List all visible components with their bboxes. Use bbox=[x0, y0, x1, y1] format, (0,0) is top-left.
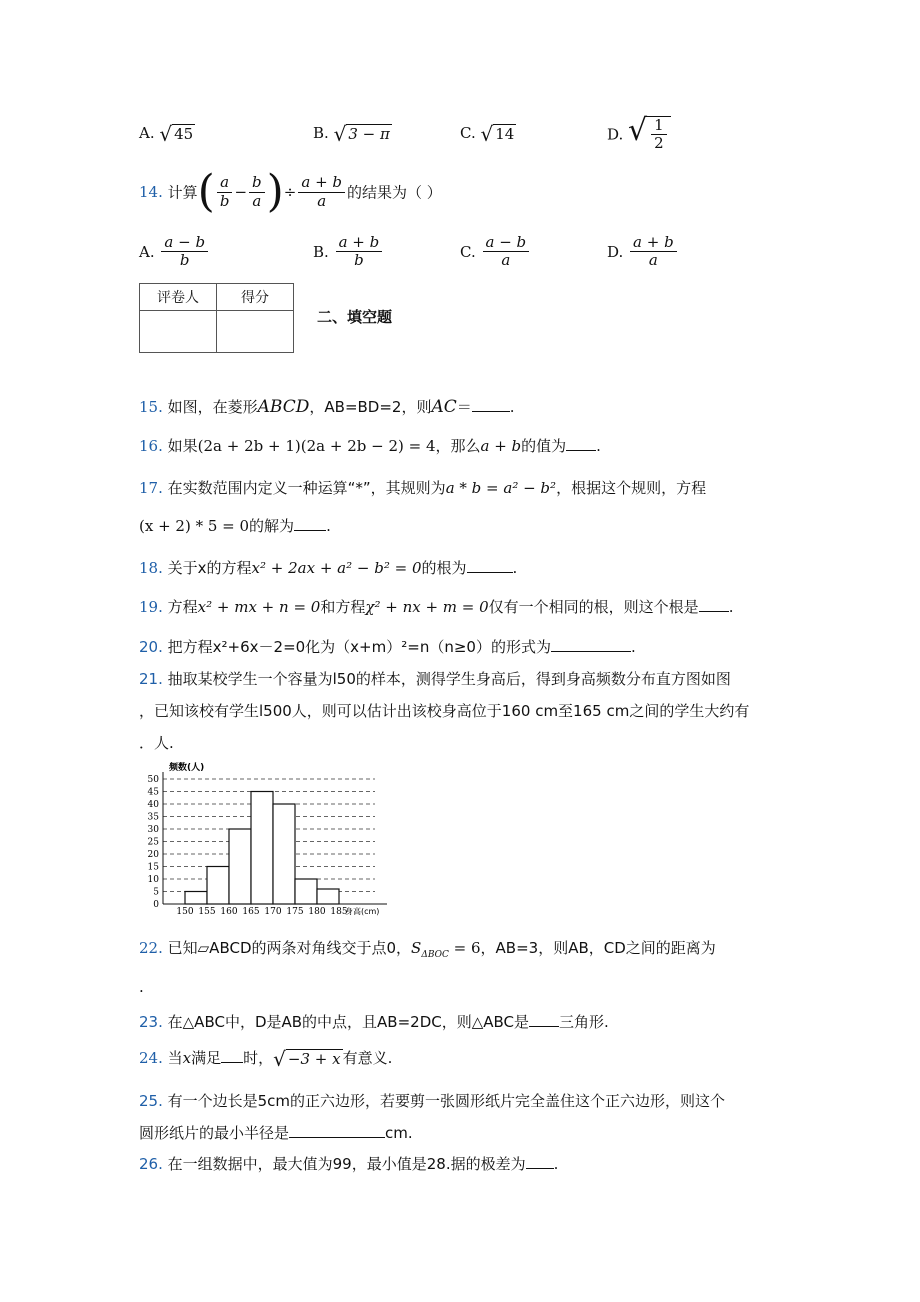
question-21-line3: ．人. bbox=[139, 734, 174, 752]
question-20: 20. 把方程x²+6x－2=0化为（x+m）²=n（n≥0）的形式为 . bbox=[139, 638, 636, 656]
score-table-header-grader: 评卷人 bbox=[140, 284, 217, 311]
q13-option-d: D. √ $\frac{1}{2}$ bbox=[607, 116, 671, 153]
answer-blank[interactable] bbox=[472, 397, 510, 412]
chart-ylabel: 频数(人) bbox=[169, 763, 205, 773]
sqrt-symbol: √ $\frac{1}{2}$ bbox=[628, 116, 671, 153]
y-tick-label: 20 bbox=[147, 850, 159, 860]
y-tick-label: 25 bbox=[147, 837, 159, 848]
sqrt-symbol: √ 3 − π bbox=[333, 122, 390, 146]
section-title: 二、填空题 bbox=[317, 308, 393, 326]
answer-blank[interactable] bbox=[294, 516, 326, 531]
sqrt-symbol: √ 14 bbox=[480, 122, 515, 146]
question-18: 18. 关于x的方程x² + 2ax + a² − b² = 0的根为 . bbox=[139, 559, 518, 577]
question-22-line2: . bbox=[139, 978, 144, 996]
answer-blank[interactable] bbox=[467, 558, 513, 573]
histogram-bar bbox=[273, 804, 295, 904]
y-tick-label: 50 bbox=[147, 775, 159, 785]
score-table-cell-grader[interactable] bbox=[140, 311, 217, 353]
histogram-bar bbox=[229, 829, 251, 904]
y-tick-label: 15 bbox=[147, 862, 159, 873]
question-17: 17. 在实数范围内定义一种运算“*”，其规则为a * b = a² − b²，根据这个规则，方程 bbox=[139, 479, 707, 497]
question-24: 24. 当x满足 时， √ −3 + x 有意义. bbox=[139, 1047, 393, 1071]
question-26: 26. 在一组数据中，最大值为99，最小值是28.据的极差为 . bbox=[139, 1155, 559, 1173]
answer-blank[interactable] bbox=[221, 1048, 243, 1063]
question-22: 22. 已知▱ABCD的两条对角线交于点0，$S_{\Delta BOC} = 6$，AB=3，则AB，CD之间的距离为 bbox=[139, 939, 716, 960]
histogram-bar bbox=[317, 889, 339, 904]
x-tick-label: 165 bbox=[242, 907, 260, 917]
y-tick-label: 30 bbox=[147, 825, 159, 835]
score-table-header-score: 得分 bbox=[217, 284, 294, 311]
y-tick-label: 45 bbox=[147, 787, 159, 798]
q13-option-a: A. √ 45 bbox=[139, 122, 194, 146]
y-tick-label: 10 bbox=[147, 875, 159, 885]
x-tick-label: 170 bbox=[264, 907, 282, 917]
x-tick-label: 180 bbox=[308, 907, 326, 917]
q14-option-a: A. $\frac{a - b}{b}$ bbox=[139, 234, 210, 270]
answer-blank[interactable] bbox=[529, 1012, 559, 1027]
question-21: 21. 抽取某校学生一个容量为l50的样本，测得学生身高后，得到身高频数分布直方图如图 bbox=[139, 670, 731, 688]
answer-blank[interactable] bbox=[699, 597, 729, 612]
question-15: 15. 如图，在菱形ABCD，AB=BD=2，则AC＝ . bbox=[139, 397, 515, 417]
histogram-bar bbox=[295, 879, 317, 904]
histogram-bar bbox=[207, 867, 229, 905]
question-25: 25. 有一个边长是5cm的正六边形，若要剪一张圆形纸片完全盖住这个正六边形，则这个 bbox=[139, 1092, 726, 1110]
answer-blank[interactable] bbox=[551, 637, 631, 652]
chart-xlabel: 身高(cm) bbox=[345, 907, 380, 916]
q13-option-b: B. √ 3 − π bbox=[313, 122, 390, 146]
histogram-bar bbox=[185, 892, 207, 905]
y-tick-label: 40 bbox=[147, 800, 159, 810]
question-14: 14. 计算( $\frac{a}{b}$ − $\frac{b}{a}$ )÷ $\frac{a + b}{a}$ 的结果为（ ） bbox=[139, 166, 442, 217]
x-tick-label: 185 bbox=[330, 907, 348, 917]
answer-blank[interactable] bbox=[526, 1154, 554, 1169]
q14-option-d: D. $\frac{a + b}{a}$ bbox=[607, 234, 679, 270]
q13-option-c: C. √ 14 bbox=[460, 122, 515, 146]
sqrt-symbol: √ −3 + x bbox=[273, 1047, 341, 1071]
y-tick-label: 35 bbox=[147, 812, 159, 823]
score-table bbox=[139, 283, 294, 353]
q14-option-b: B. $\frac{a + b}{b}$ bbox=[313, 234, 384, 270]
x-tick-label: 155 bbox=[198, 907, 216, 917]
question-25-line2: 圆形纸片的最小半径是 cm. bbox=[139, 1124, 413, 1142]
question-17-line2: (x + 2) * 5 = 0的解为 . bbox=[139, 517, 331, 535]
answer-blank[interactable] bbox=[566, 436, 596, 451]
answer-blank[interactable] bbox=[289, 1123, 385, 1138]
question-21-line2: ，已知该校有学生l500人，则可以估计出该校身高位于160 cm至165 cm之间的学生大约有 bbox=[139, 702, 750, 720]
sqrt-symbol: √ 45 bbox=[159, 122, 194, 146]
question-16: 16. 如果(2a + 2b + 1)(2a + 2b − 2) = 4，那么a + b的值为 . bbox=[139, 437, 601, 455]
height-histogram bbox=[135, 758, 435, 918]
y-tick-label: 5 bbox=[153, 887, 159, 898]
score-table-cell-score[interactable] bbox=[217, 311, 294, 353]
question-23: 23. 在△ABC中，D是AB的中点，且AB=2DC，则△ABC是 三角形. bbox=[139, 1013, 609, 1031]
question-19: 19. 方程x² + mx + n = 0和方程χ² + nx + m = 0仅有一个相同的根，则这个根是 . bbox=[139, 598, 734, 616]
x-tick-label: 175 bbox=[286, 907, 304, 917]
histogram-bar bbox=[251, 792, 273, 905]
x-tick-label: 160 bbox=[220, 907, 238, 917]
y-tick-label: 0 bbox=[153, 900, 159, 910]
x-tick-label: 150 bbox=[176, 907, 194, 917]
q14-option-c: C. $\frac{a - b}{a}$ bbox=[460, 234, 531, 270]
